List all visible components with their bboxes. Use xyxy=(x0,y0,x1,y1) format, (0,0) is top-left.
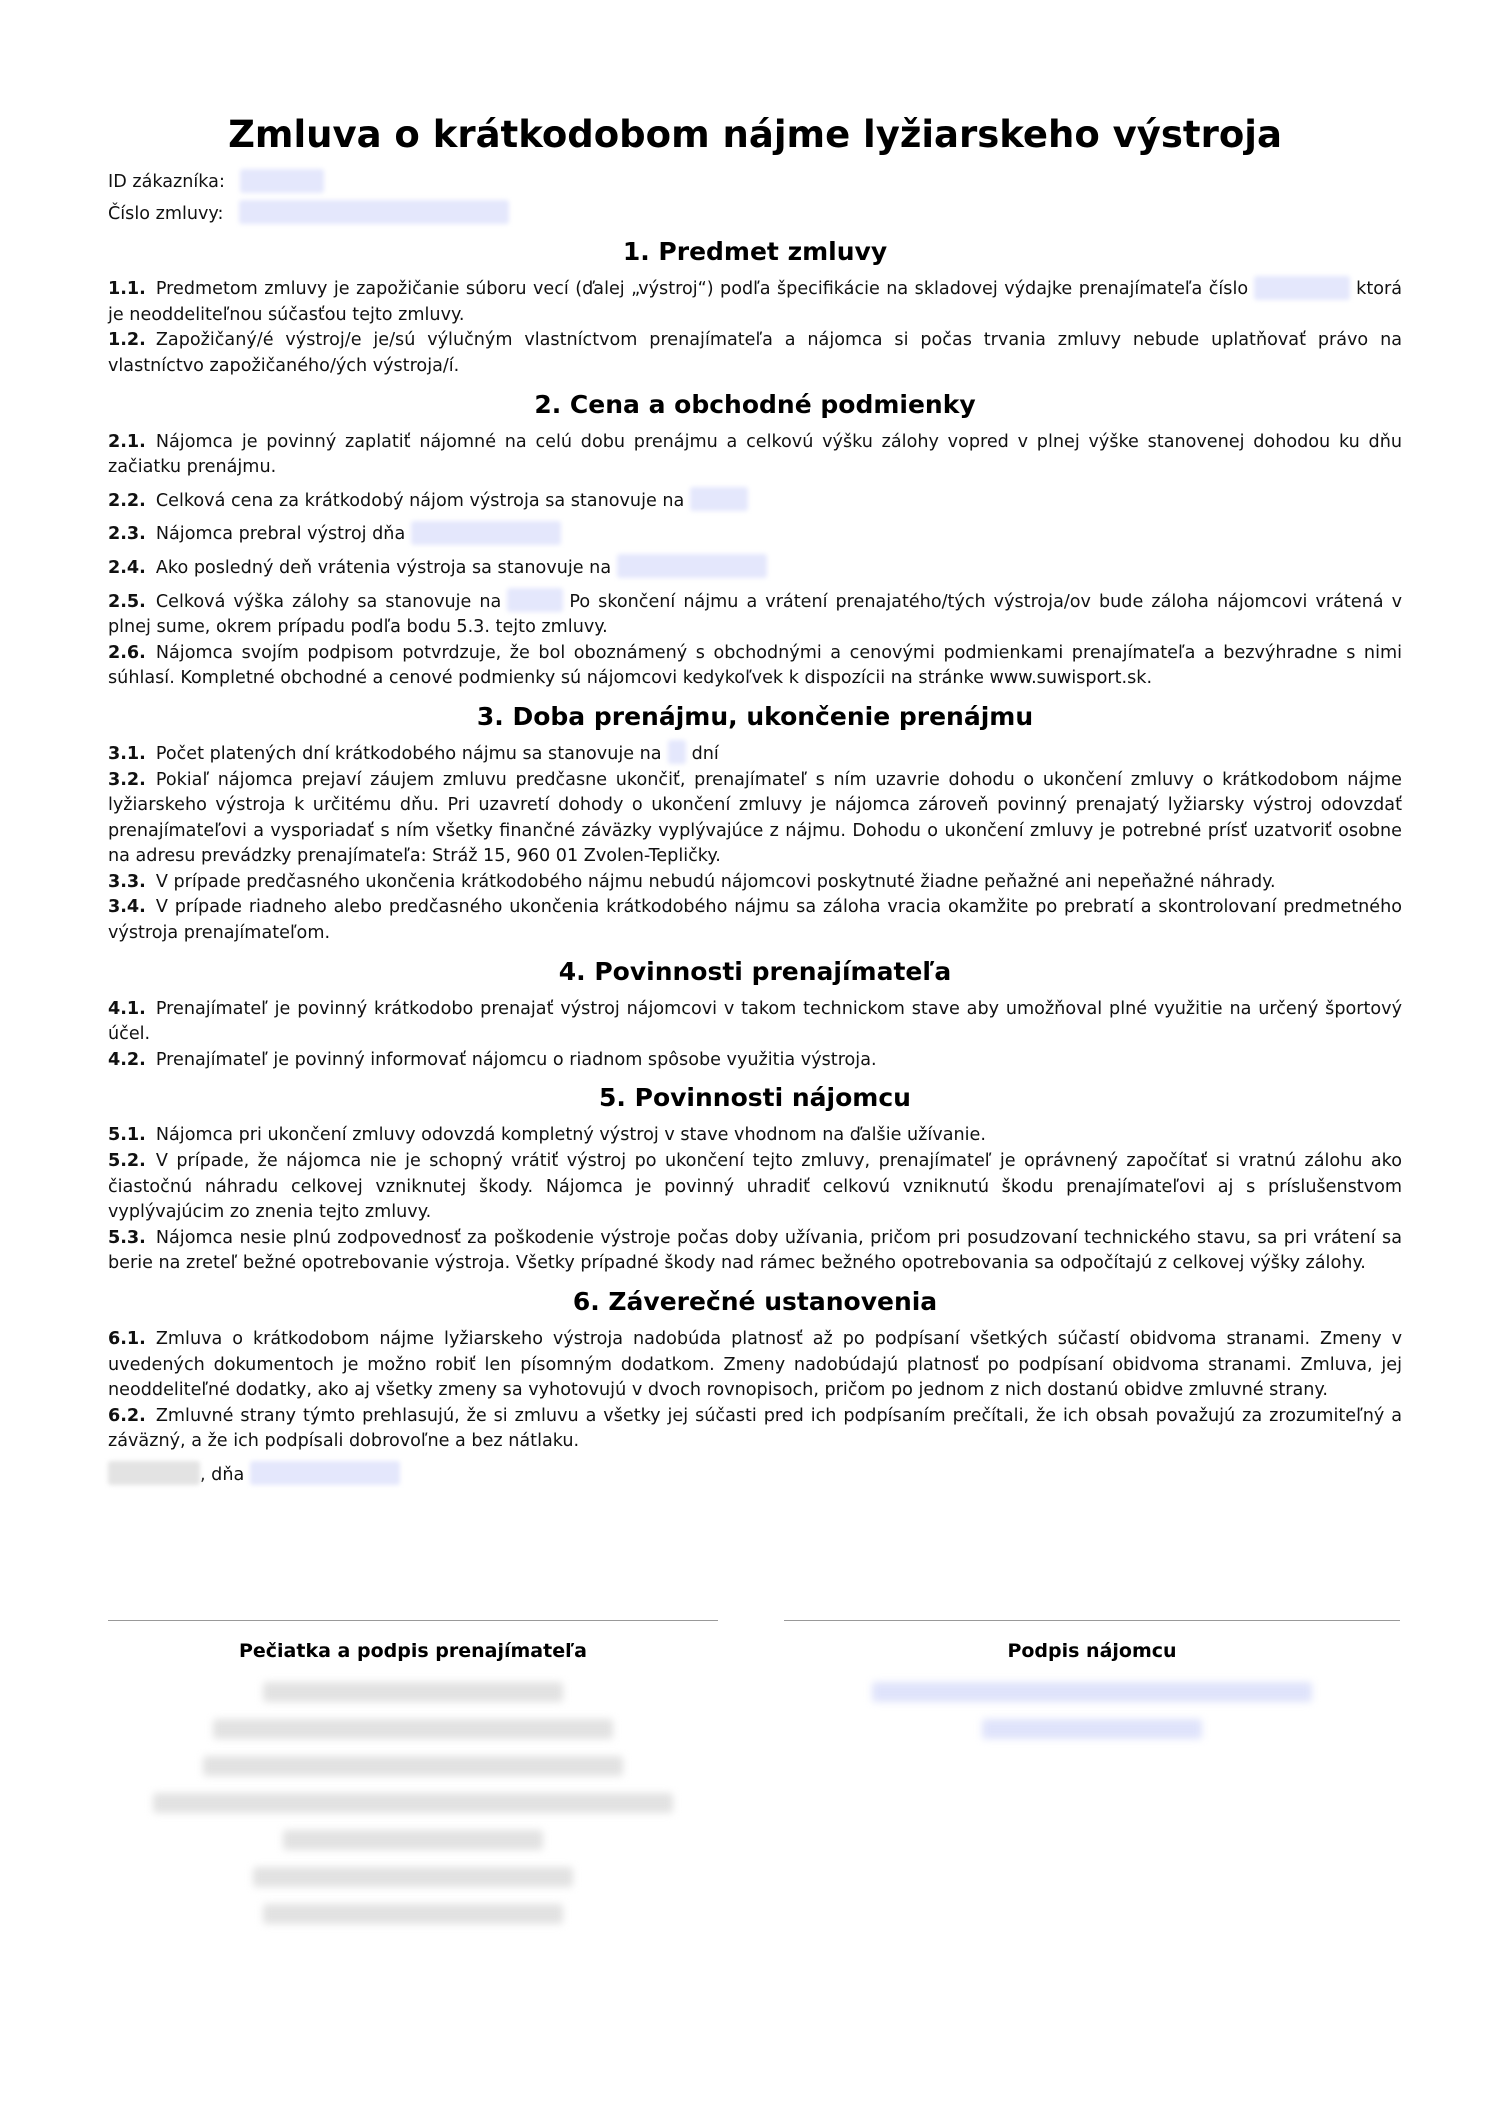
clause-3-1 xyxy=(108,742,1402,768)
clause-2-6 xyxy=(108,641,1402,692)
tenant-signature-block xyxy=(784,1620,1400,1739)
clause-5-1 xyxy=(108,1123,1402,1149)
clause-text: Po skončení nájmu a vrátení prenajatého/tých výstroja/ov bude záloha nájomcovi vrátená v plnej sume, okrem prípadu podľa bodu 5.3. tejto zmluvy. xyxy=(108,591,1402,638)
section-3-heading: 3. Doba prenájmu, ukončenie prenájmu xyxy=(476,701,1034,731)
clause-5-2 xyxy=(108,1149,1402,1226)
clause-3-3 xyxy=(108,870,1402,896)
clause-number: 2.3. xyxy=(108,524,146,545)
clause-text: Celková výška zálohy sa stanovuje na xyxy=(155,591,502,612)
document-title: Zmluva o krátkodobom nájme lyžiarskeho výstroja xyxy=(228,113,1282,156)
tenant-id-redacted xyxy=(982,1719,1202,1739)
clause-number: 3.2. xyxy=(108,769,146,790)
place-redacted xyxy=(108,1461,200,1485)
clause-text: Ako posledný deň vrátenia výstroja sa stanovuje na xyxy=(155,557,612,578)
clause-number: 4.2. xyxy=(108,1049,146,1070)
clause-text: Zmluva o krátkodobom nájme lyžiarskeho výstroja nadobúda platnosť až po podpísaní všetkých súčastí obidvoma stranami. Zmeny v uvedených dokumentoch je možno robiť len písomným dodatkom. Zmeny nadobúdajú platnosť po podpísaní obidvoma stranami. Zmluva, jej neoddeliteľné dodatky, ako aj všetky zmeny sa vyhotovujú v dvoch rovnopisoch, pričom po jednom z nich dostanú obidve zmluvné strany. xyxy=(108,1329,1402,1401)
landlord-info-redacted xyxy=(253,1867,573,1887)
clause-text: dní xyxy=(691,743,719,764)
clause-2-4 xyxy=(108,556,1402,582)
section-1-heading: 1. Predmet zmluvy xyxy=(622,237,888,267)
place-and-date xyxy=(108,1463,1402,1489)
customer-id-row xyxy=(108,170,1402,196)
landlord-info-redacted xyxy=(153,1793,673,1813)
clause-text: Zapožičaný/é výstroj/e je/sú výlučným vlastníctvom prenajímateľa a nájomca si počas trvania zmluvy nebude uplatňovať právo na vlastníctvo zapožičaného/ých výstroja/í. xyxy=(108,330,1402,376)
landlord-info-redacted xyxy=(213,1719,613,1739)
clause-2-1 xyxy=(108,430,1402,481)
clause-number: 3.4. xyxy=(108,897,146,918)
deposit-redacted xyxy=(507,588,563,612)
return-date-redacted xyxy=(617,554,767,578)
tenant-signature-title: Podpis nájomcu xyxy=(1007,1640,1177,1662)
clause-text: ktorá je neoddeliteľnou súčasťou tejto zmluvy. xyxy=(108,279,1402,325)
landlord-info-redacted xyxy=(263,1682,563,1702)
tenant-signature-line xyxy=(784,1620,1400,1621)
landlord-signature-block xyxy=(108,1620,718,1924)
section-4-heading: 4. Povinnosti prenajímateľa xyxy=(558,956,952,986)
contract-number-row xyxy=(108,202,1402,228)
clause-number: 1.1. xyxy=(108,279,146,300)
clause-number: 2.5. xyxy=(108,591,146,612)
tenant-name-redacted xyxy=(872,1682,1312,1702)
clause-3-4 xyxy=(108,895,1402,946)
clause-1-1 xyxy=(108,277,1402,328)
clause-4-2 xyxy=(108,1048,1402,1074)
clause-3-2 xyxy=(108,768,1402,870)
contract-number-label: Číslo zmluvy: xyxy=(108,203,224,224)
signing-date-redacted xyxy=(250,1461,400,1485)
clause-4-1 xyxy=(108,997,1402,1048)
clause-number: 2.1. xyxy=(108,431,146,452)
clause-text: Nájomca pri ukončení zmluvy odovzdá kompletný výstroj v stave vhodnom na ďalšie užívanie. xyxy=(155,1125,986,1146)
clause-text: Pokiaľ nájomca prejaví záujem zmluvu predčasne ukončiť, prenajímateľ s ním uzavrie dohodu o ukončení zmluvy o krátkodobom nájme lyžiarskeho výstroja k určitému dňu. Pri uzavretí dohody o ukončení zmluvy je nájomca zároveň povinný prenajatý lyžiarsky výstroj odovzdať prenajímateľovi a vysporiadať s ním všetky finančné záväzky vyplývajúce z nájmu. Dohodu o ukončení zmluvy je potrebné prísť uzatvoriť osobne na adresu prevádzky prenajímateľa: Stráž 15, 960 01 Zvolen-Tepličky. xyxy=(108,769,1402,867)
clause-number: 5.1. xyxy=(108,1125,146,1146)
contract-number-redacted xyxy=(239,200,509,224)
clause-number: 2.4. xyxy=(108,557,146,578)
clause-1-2 xyxy=(108,328,1402,379)
customer-id-label: ID zákazníka: xyxy=(108,172,225,192)
days-redacted xyxy=(668,740,686,764)
pickup-date-redacted xyxy=(411,521,561,545)
section-5-heading: 5. Povinnosti nájomcu xyxy=(599,1083,911,1113)
clause-text: Nájomca je povinný zaplatiť nájomné na celú dobu prenájmu a celkovú výšku zálohy vopred v plnej výške stanovenej dohodou ku dňu začiatku prenájmu. xyxy=(108,431,1402,478)
landlord-signature-line xyxy=(108,1620,718,1621)
clause-text: Nájomca prebral výstroj dňa xyxy=(155,524,406,545)
date-label: , dňa xyxy=(200,1464,245,1485)
clause-number: 3.3. xyxy=(108,871,146,892)
clause-text: Prenajímateľ je povinný informovať nájomcu o riadnom spôsobe využitia výstroja. xyxy=(155,1049,877,1070)
voucher-number-redacted xyxy=(1254,276,1350,300)
landlord-signature-title: Pečiatka a podpis prenajímateľa xyxy=(238,1640,588,1662)
clause-text: Nájomca nesie plnú zodpovednosť za poškodenie výstroje počas doby užívania, pričom pri posudzovaní technického stavu, sa pri vrátení sa berie na zreteľ bežné opotrebovanie výstroja. Všetky prípadné škody nad rámec bežného opotrebovania sa odpočítajú z celkovej výšky zálohy. xyxy=(108,1227,1402,1274)
clause-text: Nájomca svojím podpisom potvrdzuje, že bol oboznámený s obchodnými a cenovými podmienkami prenajímateľa a bezvýhradne s nimi súhlasí. Kompletné obchodné a cenové podmienky sú nájomcovi kedykoľvek k dispozícii na stránke www.suwisport.sk. xyxy=(108,642,1402,689)
clause-2-2 xyxy=(108,489,1402,515)
clause-6-1 xyxy=(108,1327,1402,1404)
clause-2-3 xyxy=(108,522,1402,548)
section-2-heading: 2. Cena a obchodné podmienky xyxy=(534,389,976,419)
clause-number: 6.1. xyxy=(108,1329,146,1349)
section-6-heading: 6. Záverečné ustanovenia xyxy=(572,1287,938,1316)
clause-6-2 xyxy=(108,1404,1402,1455)
clause-text: V prípade riadneho alebo predčasného ukončenia krátkodobého nájmu sa záloha vracia okamžite po prebratí a skontrolovaní predmetného výstroja prenajímateľom. xyxy=(108,897,1402,944)
landlord-info-redacted xyxy=(203,1756,623,1776)
clause-text: Zmluvné strany týmto prehlasujú, že si zmluvu a všetky jej súčasti pred ich podpísaním prečítali, že ich obsah považujú za zrozumiteľný a záväzný, a že ich podpísali dobrovoľne a bez nátlaku. xyxy=(108,1405,1402,1452)
clause-number: 2.6. xyxy=(108,642,146,663)
clause-number: 6.2. xyxy=(108,1405,146,1426)
clause-text: Celková cena za krátkodobý nájom výstroja sa stanovuje na xyxy=(155,490,685,511)
clause-text: V prípade predčasného ukončenia krátkodobého nájmu nebudú nájomcovi poskytnuté žiadne peňažné ani nepeňažné náhrady. xyxy=(155,871,1276,892)
contract-body xyxy=(108,110,1402,1489)
clause-number: 5.3. xyxy=(108,1227,146,1248)
price-redacted xyxy=(690,487,748,511)
clause-2-5 xyxy=(108,590,1402,641)
clause-text: Prenajímateľ je povinný krátkodobo prenajať výstroj nájomcovi v takom technickom stave aby umožňoval plné využitie na určený športový účel. xyxy=(108,998,1402,1045)
landlord-info-redacted xyxy=(263,1904,563,1924)
clause-number: 5.2. xyxy=(108,1151,146,1172)
clause-text: Predmetom zmluvy je zapožičanie súboru vecí (ďalej „výstroj“) podľa špecifikácie na skladovej výdajke prenajímateľa číslo xyxy=(155,279,1249,300)
clause-text: Počet platených dní krátkodobého nájmu sa stanovuje na xyxy=(155,743,662,764)
clause-5-3 xyxy=(108,1226,1402,1277)
landlord-info-redacted xyxy=(283,1830,543,1850)
clause-number: 3.1. xyxy=(108,743,146,764)
clause-text: V prípade, že nájomca nie je schopný vrátiť výstroj po ukončení tejto zmluvy, prenajímateľ je oprávnený započítať si vratnú zálohu ako čiastočnú náhradu celkovej vzniknutej škody. Nájomca je povinný uhradiť celkovú vzniknutú škodu prenajímateľovi aj s príslušenstvom vyplývajúcim zo znenia tejto zmluvy. xyxy=(108,1151,1402,1223)
customer-id-redacted xyxy=(240,169,324,193)
clause-number: 4.1. xyxy=(108,998,146,1019)
clause-number: 1.2. xyxy=(108,330,146,351)
clause-number: 2.2. xyxy=(108,490,146,511)
